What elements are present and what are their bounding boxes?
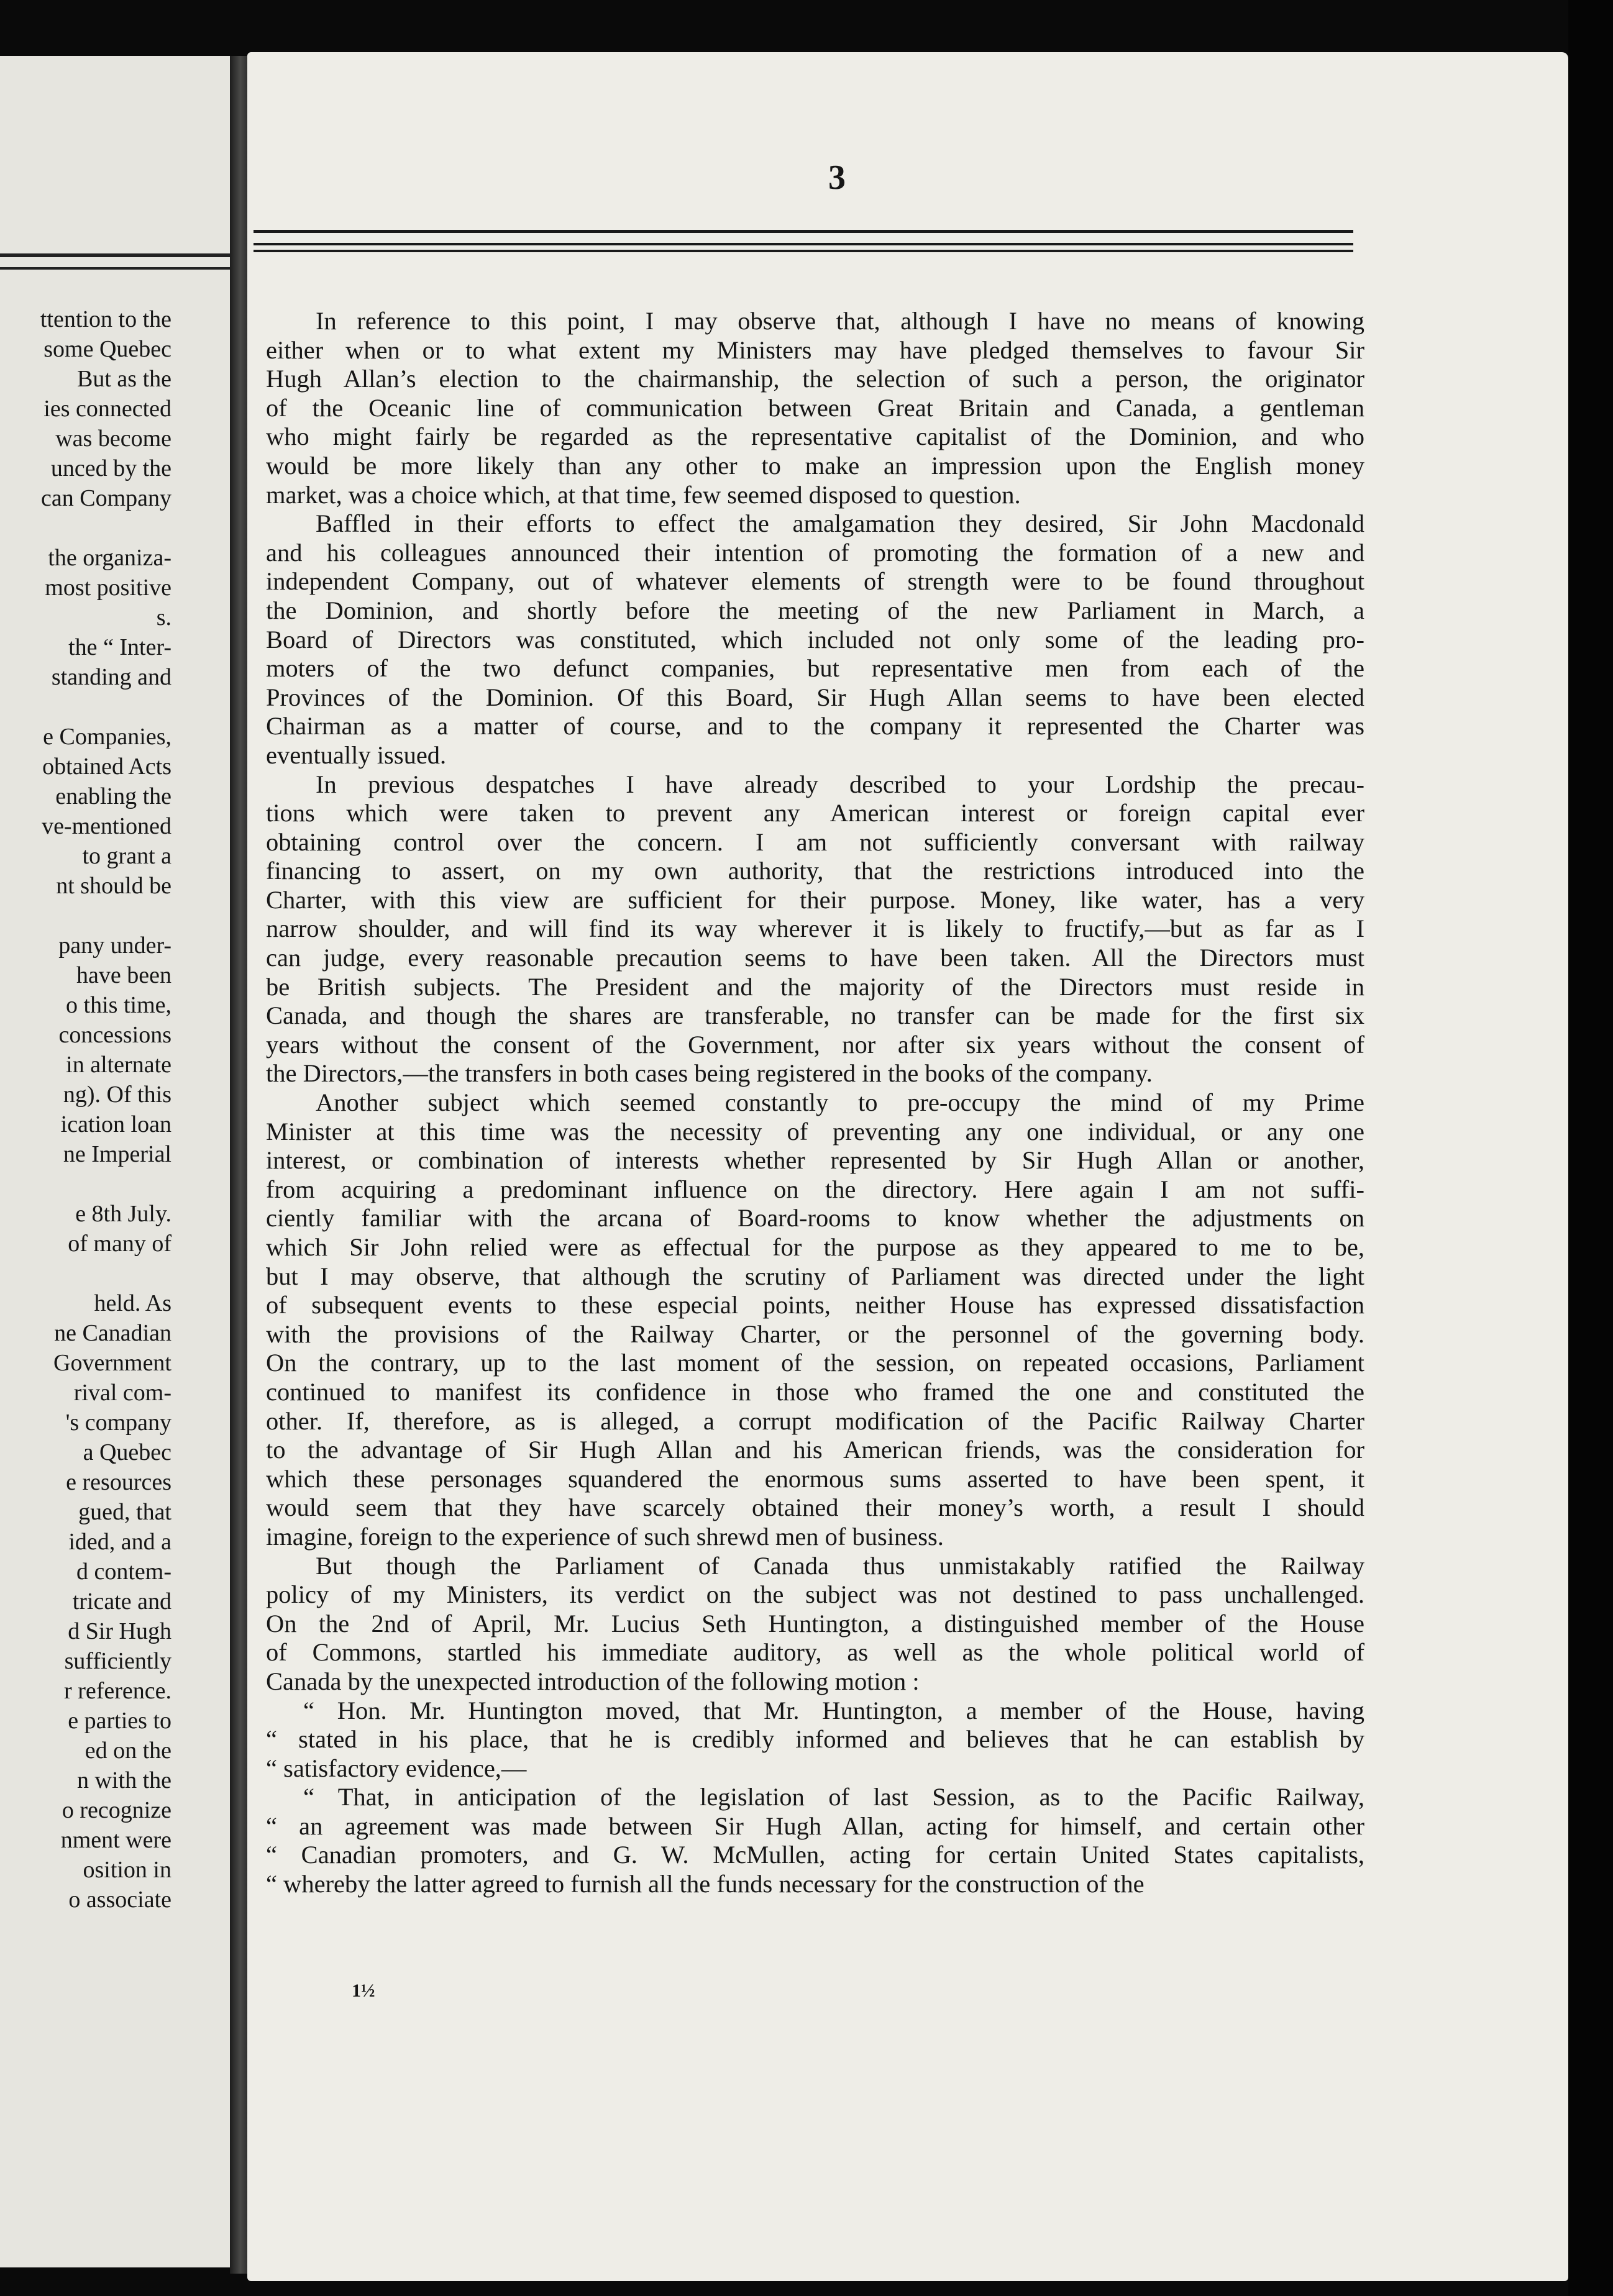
- facing-page-line: ng). Of this: [63, 1082, 171, 1108]
- facing-page-line: can Company: [40, 485, 171, 511]
- paragraph-line: but I may observe, that although the scrutiny of Parliament was directed under the light: [266, 1262, 1364, 1290]
- facing-page-line: ided, and a: [68, 1529, 171, 1555]
- page-number: 3: [828, 158, 846, 197]
- quote-line: “ satisfactory evidence,—: [266, 1754, 527, 1782]
- facing-page-line: e Companies,: [43, 724, 171, 750]
- paragraph-line: Canada, and though the shares are transferable, no transfer can be made for the first six: [266, 1001, 1364, 1030]
- facing-page-line: o recognize: [62, 1797, 171, 1823]
- facing-page-line: enabling the: [55, 783, 171, 809]
- paragraph-line: from acquiring a predominant influence on the directory. Here again I am not suffi-: [266, 1175, 1364, 1203]
- facing-page-line: to grant a: [82, 843, 171, 869]
- facing-page-line: pany under-: [58, 932, 171, 959]
- facing-page-line: e parties to: [68, 1708, 171, 1734]
- facing-page-line: ed on the: [85, 1738, 171, 1764]
- quote-line: “ an agreement was made between Sir Hugh Allan, acting for himself, and certain other: [266, 1811, 1364, 1840]
- facing-page-line: have been: [76, 962, 171, 988]
- paragraph-line: either when or to what extent my Ministers may have pledged themselves to favour Sir: [266, 335, 1364, 364]
- facing-page-line: sufficiently: [64, 1648, 171, 1674]
- facing-page-line: in alternate: [66, 1052, 171, 1078]
- paragraph-line: would be more likely than any other to make an impression upon the English money: [266, 451, 1364, 480]
- facing-page-line: d contem-: [76, 1559, 171, 1585]
- paragraph-line: other. If, therefore, as is alleged, a corrupt modification of the Pacific Railway Charter: [266, 1406, 1364, 1435]
- facing-page-line: of many of: [68, 1231, 171, 1257]
- facing-page-line: [0, 1169, 231, 1199]
- paragraph-line: to the advantage of Sir Hugh Allan and his American friends, was the consideration for: [266, 1436, 1364, 1464]
- paragraph-line: independent Company, out of whatever elements of strength were to be found throughout: [266, 567, 1364, 596]
- paragraph-line: narrow shoulder, and will find its way wherever it is likely to fructify,—but as far as I: [266, 914, 1364, 943]
- paragraph-line: interest, or combination of interests whether represented by Sir Hugh Allan or another,: [266, 1146, 1364, 1175]
- paragraph-line: Baffled in their efforts to effect the amalgamation they desired, Sir John Macdonald: [316, 509, 1364, 538]
- facing-page-line: unced by the: [50, 455, 171, 481]
- facing-page-line: nment were: [60, 1827, 171, 1853]
- paragraph-line: Chairman as a matter of course, and to the company it represented the Charter was: [266, 712, 1364, 740]
- facing-page-line: [0, 513, 231, 543]
- facing-page-line: s.: [156, 604, 171, 631]
- paragraph-line: of subsequent events to these especial points, neither House has expressed dissatisfaction: [266, 1291, 1364, 1319]
- facing-page-line: obtained Acts: [42, 754, 171, 780]
- paragraph-line: obtaining control over the concern. I am not sufficiently conversant with railway: [266, 827, 1364, 856]
- paragraph-line: Provinces of the Dominion. Of this Board, Sir Hugh Allan seems to have been elected: [266, 683, 1364, 711]
- facing-page-line: e resources: [66, 1469, 171, 1495]
- paragraph-line: financing to assert, on my own authority, that the restrictions introduced into the: [266, 857, 1364, 885]
- quote-line: “ Hon. Mr. Huntington moved, that Mr. Huntington, a member of the House, having: [303, 1696, 1364, 1724]
- paragraph-line: In previous despatches I have already described to your Lordship the precau-: [316, 770, 1364, 798]
- facing-page-line: gued, that: [78, 1499, 171, 1525]
- facing-page-line: osition in: [83, 1857, 171, 1883]
- paragraph-line: the Directors,—the transfers in both cases being registered in the books of the company.: [266, 1059, 1153, 1088]
- paragraph-line: market, was a choice which, at that time, few seemed disposed to question.: [266, 480, 1021, 509]
- facing-page-line: ttention to the: [40, 306, 171, 332]
- facing-page-line: ve-mentioned: [42, 813, 171, 839]
- quote-line: “ whereby the latter agreed to furnish all the funds necessary for the construction of the: [266, 1870, 1145, 1898]
- facing-page-line: held. As: [94, 1290, 171, 1316]
- paragraph-line: Charter, with this view are sufficient for their purpose. Money, like water, has a very: [266, 885, 1364, 914]
- paragraph-line: moters of the two defunct companies, but representative men from each of the: [266, 654, 1364, 683]
- facing-page-line: o this time,: [66, 992, 171, 1018]
- paragraph-line: But though the Parliament of Canada thus unmistakably ratified the Railway: [316, 1551, 1364, 1580]
- facing-page-line: standing and: [51, 664, 171, 690]
- facing-page-line: [0, 1259, 231, 1288]
- paragraph-line: On the 2nd of April, Mr. Lucius Seth Huntington, a distinguished member of the House: [266, 1609, 1364, 1638]
- facing-page-rule: [0, 253, 231, 270]
- facing-page-line: tricate and: [72, 1588, 171, 1615]
- printer-folio: [352, 1968, 375, 2002]
- paragraph-line: be British subjects. The President and the majority of the Directors must reside in: [266, 972, 1364, 1001]
- paragraph-line: the Dominion, and shortly before the meeting of the new Parliament in March, a: [266, 596, 1364, 624]
- paragraph-line: and his colleagues announced their intention of promoting the formation of a new and: [266, 538, 1364, 567]
- facing-page-line: nt should be: [56, 873, 171, 899]
- paragraph-line: Another subject which seemed constantly to pre-occupy the mind of my Prime: [316, 1088, 1364, 1117]
- facing-page-line: most positive: [45, 575, 171, 601]
- paragraph-line: of Commons, startled his immediate auditory, as well as the whole political world of: [266, 1638, 1364, 1667]
- quote-line: “ That, in anticipation of the legislation of last Session, as to the Pacific Railway,: [303, 1783, 1364, 1811]
- paragraph-line: In reference to this point, I may observe that, although I have no means of knowing: [316, 307, 1364, 335]
- paragraph-line: which these personages squandered the enormous sums asserted to have been spent, it: [266, 1464, 1364, 1493]
- paragraph-line: Minister at this time was the necessity of preventing any one individual, or any one: [266, 1117, 1364, 1146]
- paragraph-line: would seem that they have scarcely obtained their money’s worth, a result I should: [266, 1493, 1364, 1522]
- facing-page-line: 's company: [65, 1410, 171, 1436]
- paragraph-line: which Sir John relied were as effectual for the purpose as they appeared to me to be,: [266, 1233, 1364, 1261]
- facing-page-fragment: [0, 56, 231, 2267]
- paragraph-line: Canada by the unexpected introduction of the following motion :: [266, 1667, 920, 1695]
- paragraph-line: years without the consent of the Government, nor after six years without the consent of: [266, 1030, 1364, 1059]
- header-rule: [254, 230, 1353, 245]
- facing-page-line: n with the: [77, 1767, 171, 1793]
- paragraph-line: Board of Directors was constituted, which included not only some of the leading pro-: [266, 625, 1364, 654]
- facing-page-line: o associate: [68, 1887, 171, 1913]
- paragraph-line: ciently familiar with the arcana of Board-rooms to know whether the adjustments on: [266, 1204, 1364, 1232]
- paragraph-line: imagine, foreign to the experience of such shrewd men of business.: [266, 1522, 944, 1551]
- facing-page-line: ication loan: [60, 1111, 171, 1137]
- facing-page-line: was become: [55, 426, 171, 452]
- paragraph-line: Hugh Allan’s election to the chairmanship, the selection of such a person, the originator: [266, 365, 1364, 393]
- paragraph-line: of the Oceanic line of communication between Great Britain and Canada, a gentleman: [266, 393, 1364, 422]
- facing-page-line: [0, 901, 231, 931]
- facing-page-line: d Sir Hugh: [68, 1618, 171, 1644]
- facing-page-line: a Quebec: [83, 1439, 171, 1465]
- folio-fraction: ½: [361, 1980, 375, 2001]
- scan-edge: [1568, 0, 1613, 2296]
- facing-page-line: the organiza-: [48, 545, 171, 571]
- facing-page-text: [0, 304, 231, 1915]
- facing-page-line: some Quebec: [43, 336, 171, 362]
- facing-page-line: r reference.: [64, 1678, 171, 1704]
- paragraph-line: who might fairly be regarded as the representative capitalist of the Dominion, and who: [266, 422, 1364, 451]
- facing-page-line: ne Canadian: [54, 1320, 171, 1346]
- quote-line: “ stated in his place, that he is credibly informed and believes that he can establish by: [266, 1725, 1364, 1754]
- paragraph-line: eventually issued.: [266, 740, 447, 769]
- facing-page-line: ne Imperial: [63, 1141, 171, 1167]
- folio-number: 1: [352, 1980, 361, 2001]
- paragraph-line: can judge, every reasonable precaution seems to have been taken. All the Directors must: [266, 944, 1364, 972]
- body-text: [266, 307, 1364, 1899]
- header-rule-thin: [254, 250, 1353, 252]
- facing-page-line: Government: [53, 1350, 171, 1376]
- paragraph-line: policy of my Ministers, its verdict on the subject was not destined to pass unchallenged.: [266, 1580, 1364, 1609]
- quote-line: “ Canadian promoters, and G. W. McMullen, acting for certain United States capitalists,: [266, 1841, 1364, 1869]
- paragraph-line: with the provisions of the Railway Charter, or the personnel of the governing body.: [266, 1319, 1364, 1348]
- facing-page-line: rival com-: [73, 1380, 171, 1406]
- paragraph-line: continued to manifest its confidence in those who framed the one and constituted the: [266, 1377, 1364, 1406]
- facing-page-line: e 8th July.: [75, 1201, 171, 1227]
- document-page: [247, 52, 1568, 2281]
- paragraph-line: On the contrary, up to the last moment of the session, on repeated occasions, Parliament: [266, 1349, 1364, 1377]
- facing-page-line: ies connected: [43, 396, 171, 422]
- facing-page-line: concessions: [58, 1022, 171, 1048]
- facing-page-line: But as the: [77, 366, 171, 392]
- facing-page-line: the “ Inter-: [68, 634, 171, 660]
- facing-page-line: [0, 692, 231, 722]
- paragraph-line: tions which were taken to prevent any American interest or foreign capital ever: [266, 799, 1364, 827]
